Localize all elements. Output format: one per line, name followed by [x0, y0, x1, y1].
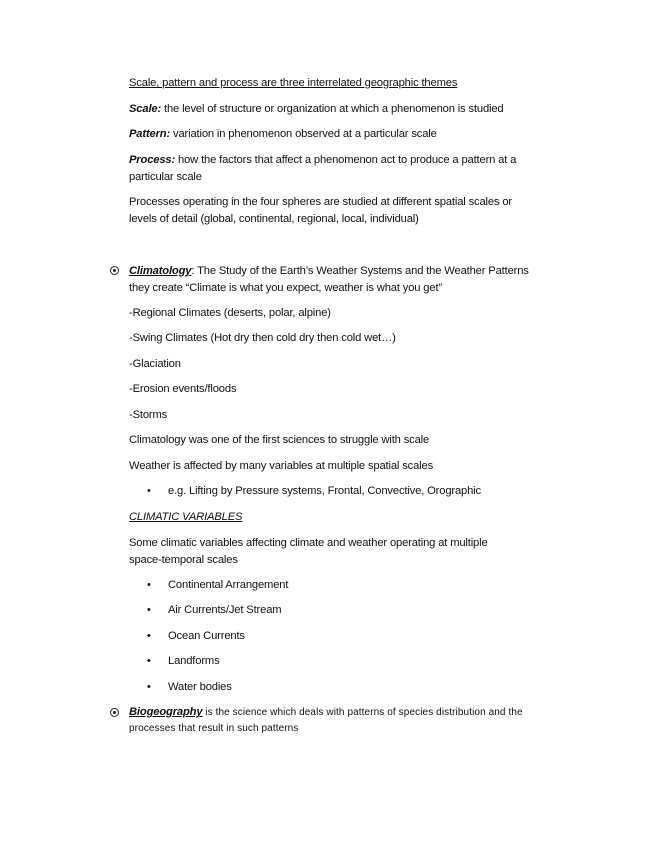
climatology-def-text: : The Study of the Earth’s Weather Systems and the Weather Patterns: [191, 265, 529, 277]
biogeography-definition: [129, 704, 523, 721]
process-def-continued: particular scale: [129, 171, 202, 183]
scale-definition: [129, 101, 504, 117]
climatology-item: -Glaciation: [129, 358, 181, 370]
bullet-icon: •: [147, 485, 151, 497]
process-definition: [129, 152, 516, 168]
climatology-item: -Storms: [129, 409, 168, 421]
variable-item: Air Currents/Jet Stream: [168, 604, 282, 616]
pattern-def-text: variation in phenomenon observed at a particular scale: [170, 128, 437, 140]
circle-bullet-icon: [110, 708, 119, 717]
variable-item: Ocean Currents: [168, 630, 245, 642]
climatology-term: Climatology: [129, 265, 192, 277]
climatology-definition: [129, 263, 529, 279]
bullet-icon: •: [147, 604, 151, 616]
weather-example: e.g. Lifting by Pressure systems, Frontal, Convective, Orographic: [168, 485, 481, 497]
section-heading: Scale, pattern and process are three interrelated geographic themes: [129, 77, 458, 89]
process-term: Process:: [129, 154, 176, 166]
weather-note: Weather is affected by many variables at multiple spatial scales: [129, 460, 434, 472]
spheres-line-2: levels of detail (global, continental, regional, local, individual): [129, 213, 419, 225]
climatology-item: -Erosion events/floods: [129, 383, 237, 395]
pattern-definition: [129, 126, 437, 142]
variable-item: Water bodies: [168, 681, 232, 693]
scale-note: Climatology was one of the first sciences to struggle with scale: [129, 434, 430, 446]
bullet-icon: •: [147, 681, 151, 693]
climatology-item: -Regional Climates (deserts, polar, alpine): [129, 307, 331, 319]
variables-intro-line-2: space-temporal scales: [129, 554, 238, 566]
biogeography-term: Biogeography: [129, 706, 203, 718]
spheres-line-1: Processes operating in the four spheres are studied at different spatial scales or: [129, 196, 513, 208]
pattern-term: Pattern:: [129, 128, 171, 140]
climatology-def-line-2: they create “Climate is what you expect, weather is what you get”: [129, 282, 442, 294]
bullet-icon: •: [147, 655, 151, 667]
variables-heading: CLIMATIC VARIABLES: [129, 511, 243, 523]
biogeography-def-text: is the science which deals with patterns of species distribution and the: [202, 707, 523, 718]
bullet-icon: •: [147, 579, 151, 591]
variable-item: Continental Arrangement: [168, 579, 289, 591]
process-def-text: how the factors that affect a phenomenon act to produce a pattern at a: [175, 154, 517, 166]
biogeography-def-line-2: processes that result in such patterns: [129, 723, 299, 734]
circle-bullet-icon: [110, 266, 119, 275]
variables-intro-line-1: Some climatic variables affecting climate and weather operating at multiple: [129, 537, 488, 549]
variable-item: Landforms: [168, 655, 220, 667]
bullet-icon: •: [147, 630, 151, 642]
scale-def-text: the level of structure or organization at which a phenomenon is studied: [161, 103, 504, 115]
scale-term: Scale:: [129, 103, 162, 115]
climatology-item: -Swing Climates (Hot dry then cold dry then cold wet…): [129, 332, 396, 344]
